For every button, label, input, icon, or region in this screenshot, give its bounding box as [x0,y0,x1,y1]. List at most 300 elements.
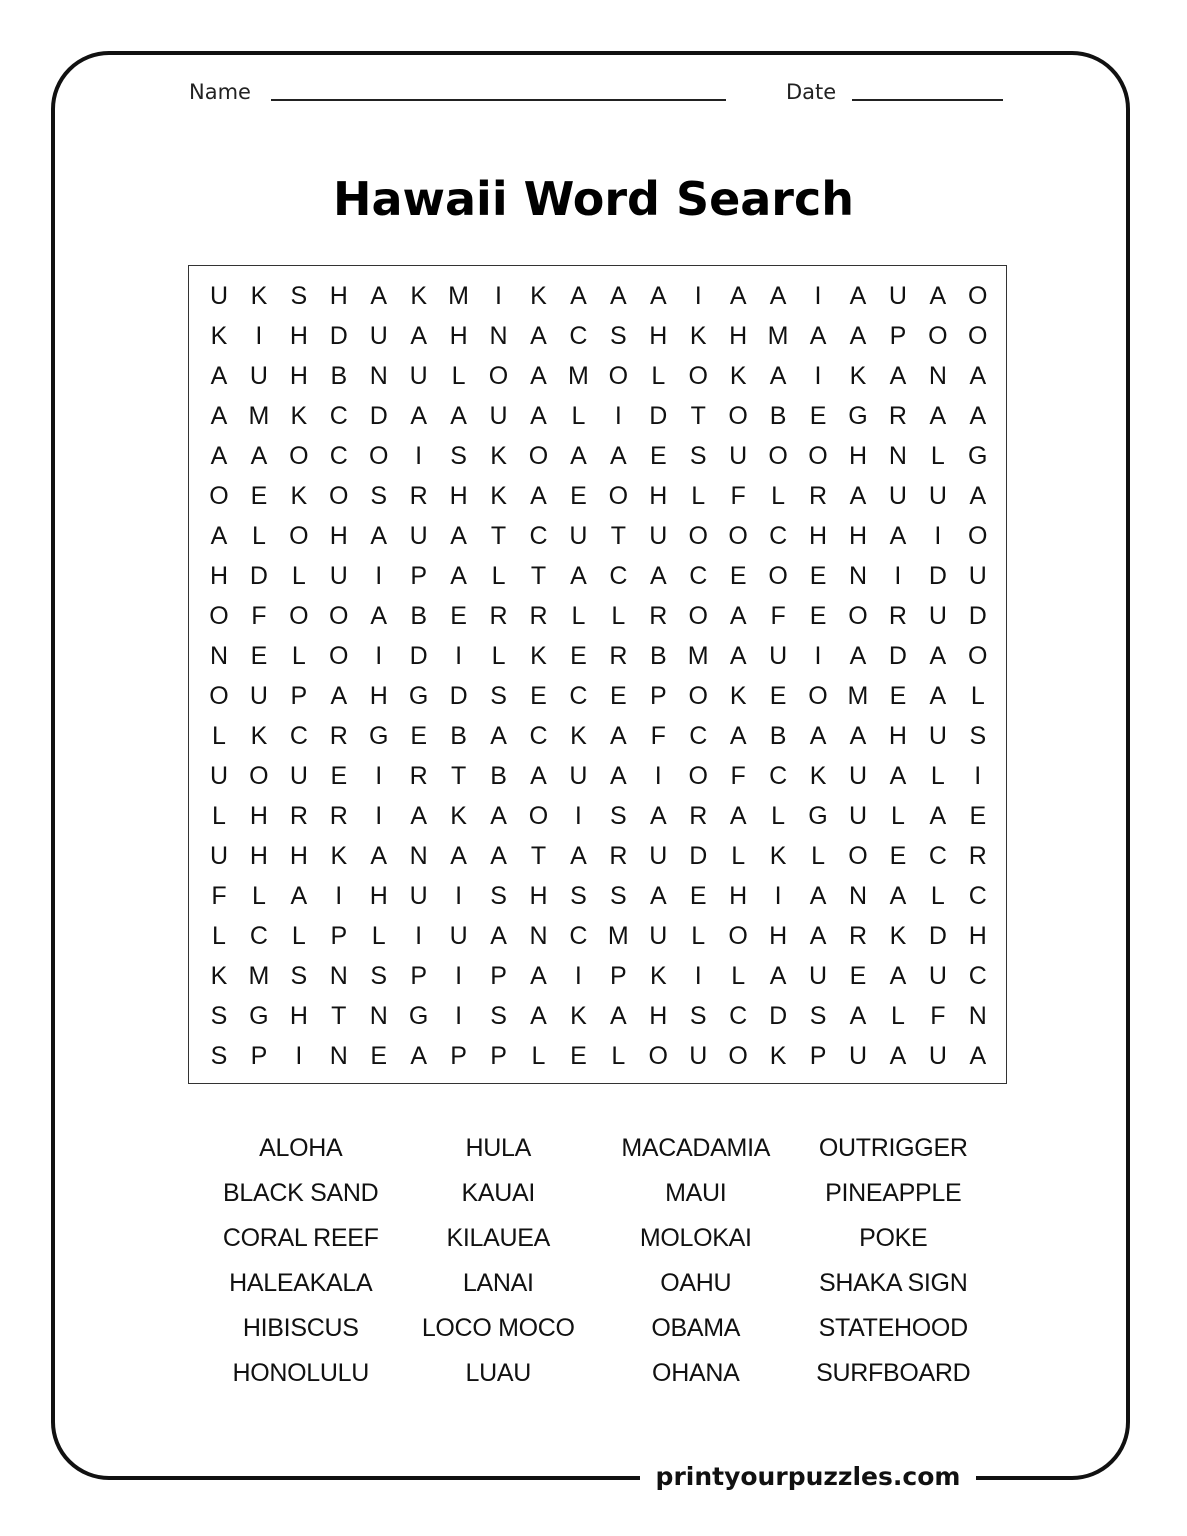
grid-letter[interactable]: C [769,762,788,790]
grid-letter[interactable]: K [889,922,907,950]
grid-letter[interactable]: N [489,322,508,350]
grid-letter[interactable]: S [210,1042,228,1070]
grid-letter[interactable]: U [569,522,588,550]
grid-letter[interactable]: A [729,802,747,830]
grid-letter[interactable]: K [450,802,467,830]
grid-letter[interactable]: B [490,762,507,790]
grid-letter[interactable]: T [610,522,626,550]
grid-letter[interactable]: I [614,402,622,430]
grid-letter[interactable]: L [251,882,266,910]
grid-letter[interactable]: G [408,1002,429,1030]
grid-letter[interactable]: O [329,602,349,630]
grid-letter[interactable]: K [849,362,867,390]
grid-letter[interactable]: R [888,402,907,430]
grid-letter[interactable]: I [335,882,343,910]
grid-letter[interactable]: R [409,482,428,510]
grid-letter[interactable]: D [769,1002,788,1030]
grid-letter[interactable]: U [888,482,907,510]
grid-letter[interactable]: C [529,722,548,750]
grid-letter[interactable]: I [415,442,423,470]
grid-letter[interactable]: U [848,762,867,790]
grid-letter[interactable]: U [409,882,428,910]
grid-letter[interactable]: R [848,922,867,950]
grid-letter[interactable]: I [455,1002,463,1030]
grid-letter[interactable]: I [455,642,463,670]
grid-letter[interactable]: O [928,322,948,350]
grid-letter[interactable]: A [849,1002,867,1030]
grid-letter[interactable]: T [331,1002,347,1030]
grid-letter[interactable]: O [289,442,309,470]
grid-letter[interactable]: A [769,282,787,310]
grid-letter[interactable]: A [969,362,987,390]
grid-letter[interactable]: T [450,762,467,790]
grid-letter[interactable]: U [329,562,348,590]
grid-letter[interactable]: A [649,282,667,310]
grid-letter[interactable]: B [410,602,427,630]
grid-letter[interactable]: R [289,802,308,830]
grid-letter[interactable]: O [728,922,748,950]
grid-letter[interactable]: R [609,642,628,670]
grid-letter[interactable]: M [687,642,709,670]
grid-letter[interactable]: C [769,522,788,550]
grid-letter[interactable]: M [767,322,789,350]
grid-letter[interactable]: K [250,282,268,310]
grid-letter[interactable]: L [531,1042,546,1070]
grid-letter[interactable]: U [289,762,308,790]
grid-letter[interactable]: C [689,562,708,590]
grid-letter[interactable]: E [530,682,547,710]
grid-letter[interactable]: K [210,322,228,350]
grid-letter[interactable]: A [929,642,947,670]
grid-letter[interactable]: A [410,402,427,430]
grid-letter[interactable]: S [290,282,308,310]
grid-letter[interactable]: H [289,322,308,350]
grid-letter[interactable]: E [570,1042,587,1070]
grid-letter[interactable]: K [689,322,707,350]
grid-letter[interactable]: D [449,682,468,710]
grid-letter[interactable]: U [209,842,228,870]
grid-letter[interactable]: D [249,562,268,590]
grid-letter[interactable]: G [368,722,389,750]
grid-letter[interactable]: N [848,882,867,910]
grid-letter[interactable]: U [369,322,388,350]
grid-letter[interactable]: O [688,682,708,710]
grid-letter[interactable]: I [774,882,782,910]
grid-letter[interactable]: A [410,1042,427,1070]
grid-letter[interactable]: H [329,282,348,310]
grid-letter[interactable]: H [369,682,388,710]
grid-letter[interactable]: A [370,282,388,310]
grid-letter[interactable]: U [209,762,228,790]
grid-letter[interactable]: O [968,522,988,550]
grid-letter[interactable]: S [490,882,507,910]
grid-letter[interactable]: L [691,482,706,510]
grid-letter[interactable]: L [970,682,985,710]
grid-letter[interactable]: H [249,842,268,870]
grid-letter[interactable]: L [291,642,306,670]
grid-letter[interactable]: G [808,802,828,830]
grid-letter[interactable]: I [814,282,822,310]
grid-letter[interactable]: H [289,842,308,870]
grid-letter[interactable]: L [771,802,786,830]
grid-letter[interactable]: E [570,642,587,670]
grid-letter[interactable]: K [290,482,308,510]
grid-letter[interactable]: H [369,882,388,910]
grid-letter[interactable]: E [410,722,427,750]
grid-letter[interactable]: A [410,802,427,830]
grid-letter[interactable]: A [450,522,467,550]
grid-letter[interactable]: K [490,442,507,470]
grid-letter[interactable]: A [330,682,348,710]
grid-letter[interactable]: H [888,722,907,750]
grid-letter[interactable]: L [930,442,945,470]
grid-letter[interactable]: L [611,1042,626,1070]
grid-letter[interactable]: H [649,1002,668,1030]
grid-letter[interactable]: L [212,922,226,950]
grid-letter[interactable]: S [689,442,707,470]
grid-letter[interactable]: S [969,722,987,750]
grid-letter[interactable]: C [729,1002,748,1030]
grid-letter[interactable]: E [769,682,787,710]
grid-letter[interactable]: K [809,762,827,790]
grid-letter[interactable]: O [808,682,828,710]
grid-letter[interactable]: A [490,922,507,950]
grid-letter[interactable]: C [569,322,588,350]
grid-letter[interactable]: A [889,882,907,910]
grid-letter[interactable]: O [249,762,269,790]
grid-letter[interactable]: A [889,522,907,550]
grid-letter[interactable]: O [728,1042,748,1070]
grid-letter[interactable]: A [210,522,228,550]
grid-letter[interactable]: I [255,322,263,350]
grid-letter[interactable]: E [809,402,827,430]
grid-letter[interactable]: R [968,842,987,870]
grid-letter[interactable]: A [769,362,787,390]
grid-letter[interactable]: S [450,442,467,470]
grid-letter[interactable]: D [888,642,907,670]
grid-letter[interactable]: U [769,642,788,670]
grid-letter[interactable]: S [290,962,308,990]
grid-letter[interactable]: A [809,322,827,350]
grid-letter[interactable]: H [329,522,348,550]
grid-letter[interactable]: H [968,922,987,950]
grid-letter[interactable]: N [329,962,348,990]
grid-letter[interactable]: N [209,642,228,670]
grid-letter[interactable]: F [730,482,746,510]
grid-letter[interactable]: C [968,882,987,910]
grid-letter[interactable]: R [409,762,428,790]
grid-letter[interactable]: G [848,402,868,430]
grid-letter[interactable]: B [649,642,667,670]
grid-letter[interactable]: M [248,962,270,990]
grid-letter[interactable]: O [289,602,309,630]
grid-letter[interactable]: N [369,1002,388,1030]
grid-letter[interactable]: H [289,1002,308,1030]
grid-letter[interactable]: P [809,1042,827,1070]
grid-letter[interactable]: P [450,1042,467,1070]
grid-letter[interactable]: E [809,602,827,630]
grid-letter[interactable]: L [930,882,945,910]
grid-letter[interactable]: E [250,482,268,510]
grid-letter[interactable]: S [610,322,627,350]
grid-letter[interactable]: K [250,722,268,750]
grid-letter[interactable]: L [451,362,466,390]
grid-letter[interactable]: C [529,522,548,550]
grid-letter[interactable]: L [291,922,306,950]
grid-letter[interactable]: A [530,482,547,510]
grid-letter[interactable]: A [610,722,627,750]
grid-letter[interactable]: S [370,482,388,510]
grid-letter[interactable]: U [928,482,947,510]
grid-letter[interactable]: H [249,802,268,830]
grid-letter[interactable]: C [928,842,947,870]
grid-letter[interactable]: L [251,522,266,550]
grid-letter[interactable]: R [609,842,628,870]
grid-letter[interactable]: U [249,362,268,390]
grid-letter[interactable]: N [888,442,907,470]
grid-letter[interactable]: A [250,442,268,470]
grid-letter[interactable]: E [450,602,467,630]
grid-letter[interactable]: U [888,282,907,310]
grid-letter[interactable]: S [610,882,627,910]
grid-letter[interactable]: I [894,562,902,590]
grid-letter[interactable]: I [814,642,822,670]
grid-letter[interactable]: A [490,722,507,750]
grid-letter[interactable]: H [529,882,548,910]
grid-letter[interactable]: A [570,842,587,870]
grid-letter[interactable]: I [694,282,702,310]
grid-letter[interactable]: P [490,1042,507,1070]
grid-letter[interactable]: H [848,442,867,470]
date-field-line[interactable] [852,99,1003,101]
grid-letter[interactable]: U [928,1042,947,1070]
grid-letter[interactable]: S [370,962,388,990]
grid-letter[interactable]: L [651,362,666,390]
grid-letter[interactable]: N [928,362,947,390]
name-field-line[interactable] [271,99,726,101]
grid-letter[interactable]: K [490,482,507,510]
grid-letter[interactable]: N [329,1042,348,1070]
grid-letter[interactable]: U [928,962,947,990]
grid-letter[interactable]: E [250,642,268,670]
grid-letter[interactable]: H [289,362,308,390]
grid-letter[interactable]: A [649,882,667,910]
grid-letter[interactable]: M [567,362,589,390]
grid-letter[interactable]: O [688,762,708,790]
grid-letter[interactable]: U [209,282,228,310]
grid-letter[interactable]: H [649,482,668,510]
grid-letter[interactable]: N [369,362,388,390]
grid-letter[interactable]: E [809,562,827,590]
grid-letter[interactable]: L [212,722,226,750]
grid-letter[interactable]: L [291,562,306,590]
grid-letter[interactable]: A [570,562,587,590]
grid-letter[interactable]: D [369,402,388,430]
grid-letter[interactable]: H [729,882,748,910]
grid-letter[interactable]: T [530,562,547,590]
grid-letter[interactable]: O [848,602,868,630]
grid-letter[interactable]: L [491,642,506,670]
grid-letter[interactable]: O [528,442,549,470]
grid-letter[interactable]: O [488,362,509,390]
grid-letter[interactable]: A [570,442,587,470]
grid-letter[interactable]: O [768,442,788,470]
grid-letter[interactable]: U [809,962,828,990]
grid-letter[interactable]: O [808,442,828,470]
grid-letter[interactable]: O [688,362,708,390]
grid-letter[interactable]: A [929,282,947,310]
grid-letter[interactable]: O [768,562,788,590]
grid-letter[interactable]: G [249,1002,269,1030]
grid-letter[interactable]: F [770,602,786,630]
grid-letter[interactable]: I [375,802,383,830]
grid-letter[interactable]: O [209,682,229,710]
grid-letter[interactable]: A [849,282,867,310]
grid-letter[interactable]: L [731,962,746,990]
grid-letter[interactable]: A [769,962,787,990]
grid-letter[interactable]: U [649,842,668,870]
grid-letter[interactable]: O [648,1042,668,1070]
grid-letter[interactable]: S [809,1002,827,1030]
grid-letter[interactable]: O [968,322,988,350]
grid-letter[interactable]: S [570,882,587,910]
grid-letter[interactable]: M [248,402,270,430]
grid-letter[interactable]: L [890,802,905,830]
grid-letter[interactable]: E [570,482,587,510]
grid-letter[interactable]: D [928,922,947,950]
grid-letter[interactable]: K [410,282,427,310]
grid-letter[interactable]: S [689,1002,707,1030]
grid-letter[interactable]: B [450,722,467,750]
grid-letter[interactable]: L [890,1002,905,1030]
grid-letter[interactable]: U [928,722,947,750]
grid-letter[interactable]: I [934,522,942,550]
grid-letter[interactable]: C [249,922,268,950]
grid-letter[interactable]: A [849,482,867,510]
grid-letter[interactable]: P [330,922,348,950]
grid-letter[interactable]: R [689,802,708,830]
grid-letter[interactable]: H [209,562,228,590]
grid-letter[interactable]: C [609,562,628,590]
grid-letter[interactable]: D [329,322,348,350]
grid-letter[interactable]: F [251,602,267,630]
grid-letter[interactable]: L [371,922,386,950]
grid-letter[interactable]: E [729,562,747,590]
grid-letter[interactable]: A [210,402,228,430]
grid-letter[interactable]: N [529,922,548,950]
grid-letter[interactable]: O [329,482,349,510]
grid-letter[interactable]: C [689,722,708,750]
grid-letter[interactable]: I [295,1042,303,1070]
grid-letter[interactable]: L [491,562,506,590]
grid-letter[interactable]: B [330,362,348,390]
grid-letter[interactable]: L [691,922,706,950]
grid-letter[interactable]: K [570,722,587,750]
grid-letter[interactable]: A [649,802,667,830]
grid-letter[interactable]: A [370,522,388,550]
grid-letter[interactable]: B [769,402,787,430]
grid-letter[interactable]: S [490,1002,507,1030]
grid-letter[interactable]: A [889,962,907,990]
grid-letter[interactable]: C [569,682,588,710]
grid-letter[interactable]: A [490,842,507,870]
grid-letter[interactable]: M [607,922,629,950]
grid-letter[interactable]: U [689,1042,708,1070]
grid-letter[interactable]: T [490,522,507,550]
grid-letter[interactable]: P [889,322,907,350]
grid-letter[interactable]: O [608,482,629,510]
grid-letter[interactable]: U [449,922,468,950]
grid-letter[interactable]: O [209,602,229,630]
grid-letter[interactable]: K [729,362,747,390]
grid-letter[interactable]: T [690,402,706,430]
grid-letter[interactable]: O [209,482,229,510]
grid-letter[interactable]: M [847,682,869,710]
grid-letter[interactable]: P [610,962,627,990]
grid-letter[interactable]: O [368,442,389,470]
grid-letter[interactable]: A [969,1042,987,1070]
grid-letter[interactable]: R [329,722,348,750]
grid-letter[interactable]: F [930,1002,946,1030]
grid-letter[interactable]: H [449,322,468,350]
grid-letter[interactable]: K [530,282,547,310]
grid-letter[interactable]: A [969,482,987,510]
grid-letter[interactable]: O [329,642,349,670]
grid-letter[interactable]: K [769,842,787,870]
grid-letter[interactable]: I [375,762,383,790]
grid-letter[interactable]: E [649,442,667,470]
grid-letter[interactable]: A [210,442,228,470]
grid-letter[interactable]: H [769,922,788,950]
grid-letter[interactable]: A [450,402,467,430]
grid-letter[interactable]: A [450,842,467,870]
grid-letter[interactable]: A [889,362,907,390]
grid-letter[interactable]: A [889,762,907,790]
grid-letter[interactable]: D [649,402,668,430]
grid-letter[interactable]: I [455,882,463,910]
grid-letter[interactable]: U [649,922,668,950]
grid-letter[interactable]: A [450,562,467,590]
grid-letter[interactable]: P [410,962,427,990]
grid-letter[interactable]: A [849,642,867,670]
grid-letter[interactable]: L [571,602,586,630]
grid-letter[interactable]: R [529,602,548,630]
grid-letter[interactable]: O [848,842,868,870]
grid-letter[interactable]: E [889,842,907,870]
grid-letter[interactable]: I [574,962,582,990]
grid-letter[interactable]: A [570,282,587,310]
grid-letter[interactable]: D [409,642,428,670]
grid-letter[interactable]: F [650,722,666,750]
grid-letter[interactable]: A [210,362,228,390]
grid-letter[interactable]: I [814,362,822,390]
grid-letter[interactable]: I [574,802,582,830]
grid-letter[interactable]: I [375,562,383,590]
grid-letter[interactable]: K [530,642,547,670]
grid-letter[interactable]: O [608,362,629,390]
grid-letter[interactable]: E [969,802,987,830]
grid-letter[interactable]: R [649,602,668,630]
grid-letter[interactable]: A [729,282,747,310]
grid-letter[interactable]: O [688,602,708,630]
grid-letter[interactable]: A [530,762,547,790]
grid-letter[interactable]: O [728,522,748,550]
grid-letter[interactable]: K [649,962,667,990]
grid-letter[interactable]: L [811,842,825,870]
grid-letter[interactable]: K [290,402,308,430]
grid-letter[interactable]: S [210,1002,228,1030]
grid-letter[interactable]: A [729,602,747,630]
